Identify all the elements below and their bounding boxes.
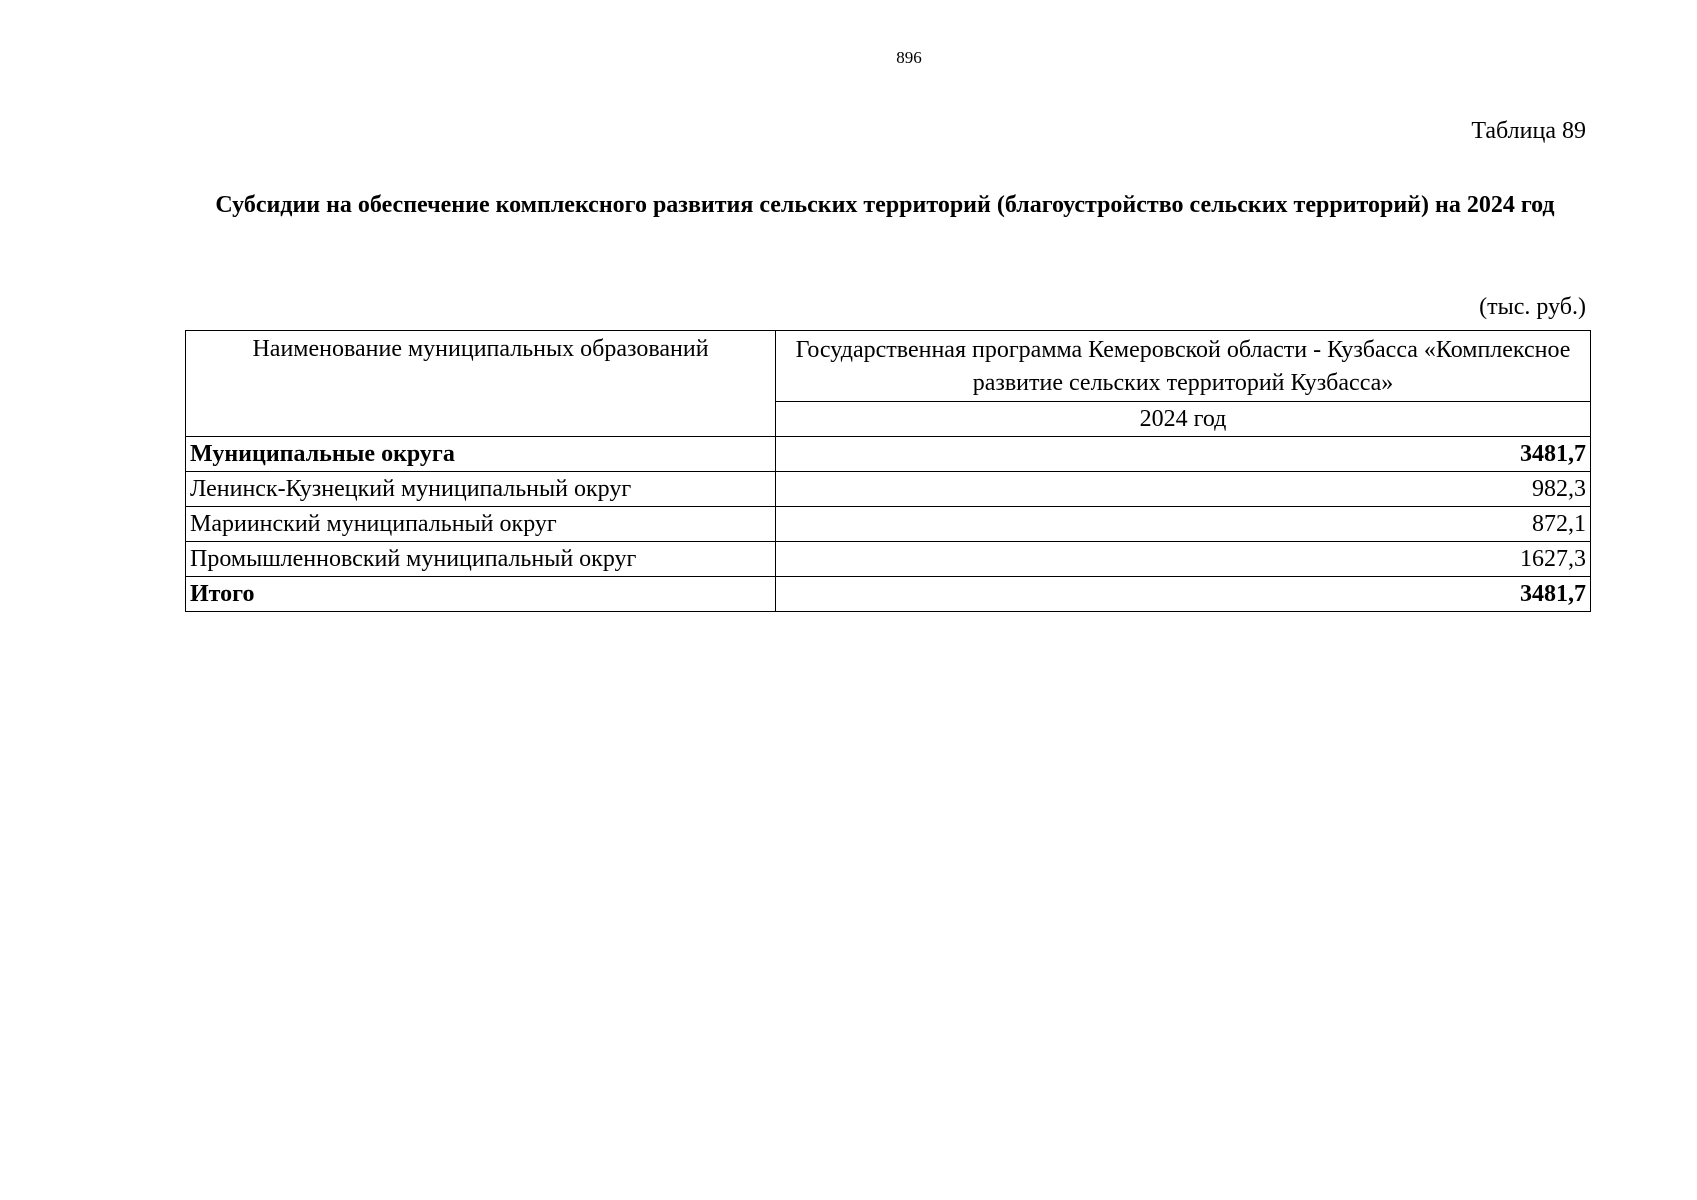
table-row — [186, 437, 1591, 472]
header-municipality-name: Наименование муниципальных образований — [186, 331, 776, 437]
table-row — [186, 472, 1591, 507]
row-value: 872,1 — [776, 507, 1591, 542]
row-name: Итого — [186, 577, 776, 612]
table-header-row — [186, 331, 1591, 402]
row-value: 982,3 — [776, 472, 1591, 507]
table-label: Таблица 89 — [1471, 118, 1586, 144]
row-name: Мариинский муниципальный округ — [186, 507, 776, 542]
row-value: 3481,7 — [776, 437, 1591, 472]
row-name: Промышленновский муниципальный округ — [186, 542, 776, 577]
header-year: 2024 год — [776, 402, 1591, 437]
document-title: Субсидии на обеспечение комплексного развития сельских территорий (благоустройство сельских территорий) на 2024 год — [215, 192, 1555, 218]
table-row-total — [186, 577, 1591, 612]
row-name: Муниципальные округа — [186, 437, 776, 472]
subsidy-table — [185, 330, 1591, 612]
units-label: (тыс. руб.) — [1479, 294, 1586, 320]
row-name: Ленинск-Кузнецкий муниципальный округ — [186, 472, 776, 507]
row-value: 1627,3 — [776, 542, 1591, 577]
page-number: 896 — [896, 48, 922, 67]
table-row — [186, 507, 1591, 542]
header-program: Государственная программа Кемеровской области - Кузбасса «Комплексное развитие сельских территорий Кузбасса» — [776, 331, 1591, 402]
row-value: 3481,7 — [776, 577, 1591, 612]
table-row — [186, 542, 1591, 577]
